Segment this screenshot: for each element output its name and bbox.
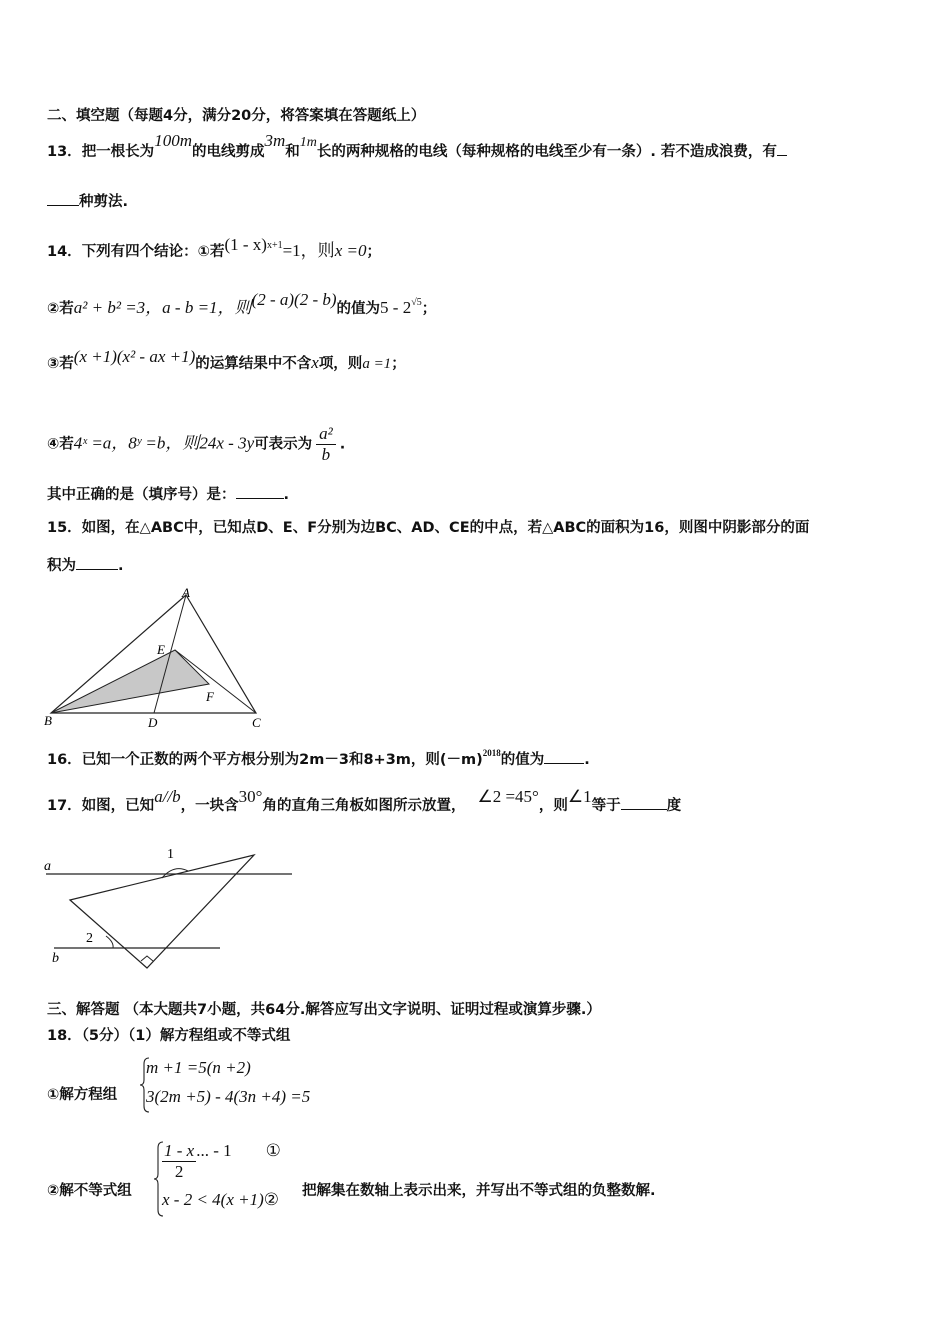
q14-expr: (1 - x) — [224, 235, 267, 254]
label-line-b: b — [52, 951, 59, 966]
q14-fraction-denominator: b — [321, 445, 331, 464]
q18-inequality-2 — [162, 1190, 279, 1210]
q14-punct: ； — [421, 301, 437, 317]
question-18 — [47, 1024, 290, 1045]
q14-item-4: ④若 — [47, 436, 74, 453]
q14-text: 项，则 — [318, 356, 363, 372]
q14-expr: =1，则 — [282, 241, 335, 260]
q14-answer-blank[interactable] — [236, 486, 284, 499]
label-f: F — [206, 689, 214, 704]
q14-expr: x =0 — [334, 241, 367, 260]
q17-expr: ∠1 — [567, 787, 592, 806]
q14-punct: ； — [366, 244, 381, 260]
q15-punct: . — [118, 558, 124, 574]
q16-text: 的值为 — [500, 752, 545, 768]
q14-fraction-numerator: a² — [316, 424, 336, 445]
q13-text-end: 种剪法. — [79, 194, 129, 210]
question-14-line2 — [47, 290, 437, 318]
question-16 — [47, 748, 590, 769]
q18-number: 18． — [47, 1028, 82, 1044]
q13-text: 和 — [285, 144, 300, 160]
q13-text: 长的两种规格的电线（每种规格的电线至少有一条）. 若不造成浪费，有 — [316, 144, 777, 160]
q13-length-3m: 3m — [264, 131, 286, 150]
q13-length-100m: 100m — [154, 131, 192, 150]
q17-text: 度 — [666, 798, 682, 814]
q15-triangle-figure — [40, 583, 280, 733]
q17-text: ，一块含 — [180, 798, 239, 814]
q14-expr: 24x - 3y — [199, 433, 255, 453]
shaded-triangle-bef — [51, 650, 209, 713]
q18-part1-label: ①解方程组 — [47, 1087, 118, 1103]
q16-number: 16． — [47, 752, 82, 768]
q13-number: 13． — [47, 144, 82, 160]
q18-equation-1 — [146, 1058, 251, 1078]
q17-expr: a//b — [154, 787, 181, 806]
q13-length-1m: 1m — [299, 135, 317, 150]
q14-expr: 4ˣ =a，8ʸ =b，则 — [73, 433, 200, 453]
q13-text: 把一根长为 — [81, 144, 155, 160]
label-b: B — [44, 713, 52, 728]
equation-1-text: m +1 =5(n +2) — [146, 1058, 251, 1077]
section-2-heading: 二、填空题（每题4分，满分20分，将答案填在答题纸上） — [47, 108, 426, 124]
question-17 — [47, 787, 682, 815]
q13-answer-blank[interactable] — [777, 143, 787, 156]
q15-text: 积为 — [47, 558, 76, 574]
q17-text: 如图，已知 — [81, 798, 155, 814]
q14-item-2: ②若 — [47, 301, 74, 317]
question-14-line1 — [47, 236, 381, 261]
label-e: E — [157, 642, 165, 657]
q14-text: 可表示为 — [254, 436, 313, 453]
q14-expr: a =1 — [362, 356, 392, 372]
q17-text: 角的直角三角板如图所示放置， — [262, 798, 466, 814]
ineq2-mark: ② — [263, 1190, 280, 1209]
ineq1-mark: ① — [265, 1140, 281, 1160]
q17-expr: ∠2 =45° — [477, 787, 539, 806]
q16-punct: . — [584, 752, 590, 768]
right-angle-mark — [141, 956, 153, 961]
section-3-heading: 三、解答题 （本大题共7小题，共64分.解答应写出文字说明、证明过程或演算步骤.） — [47, 1002, 601, 1018]
q14-text: 的值为 — [336, 301, 381, 317]
q14-text: 的运算结果中不含 — [195, 356, 312, 372]
question-14-line4 — [47, 424, 345, 465]
q14-number: 14． — [47, 244, 82, 260]
q18-inequality-1 — [162, 1141, 281, 1182]
label-d: D — [148, 715, 158, 730]
q14-exponent: √5 — [411, 297, 422, 308]
q17-text: 等于 — [591, 798, 621, 814]
question-13 — [47, 131, 787, 161]
q14-punct: . — [339, 436, 346, 453]
question-15 — [47, 516, 809, 537]
q16-exponent: 2018 — [482, 748, 501, 758]
q16-text: 已知一个正数的两个平方根分别为2m－3和8+3m，则(－m) — [81, 752, 483, 768]
triangle-abc — [51, 595, 256, 713]
q15-text: 如图，在△ABC中，已知点D、E、F分别为边BC、AD、CE的中点，若△ABC的面积为16，则图中阴影部分的面 — [81, 520, 810, 536]
q14-exponent: x+1 — [266, 240, 283, 251]
q17-number: 17． — [47, 798, 82, 814]
ineq2-text: x - 2 < 4(x +1) — [162, 1190, 264, 1209]
label-a: A — [182, 585, 190, 600]
ineq1-denominator: 2 — [174, 1162, 184, 1181]
q15-answer-blank[interactable] — [76, 557, 118, 570]
q13-text: 的电线剪成 — [191, 144, 265, 160]
q14-expr: (x +1)(x² - ax +1) — [73, 347, 196, 366]
question-14-line3 — [47, 347, 406, 373]
label-c: C — [252, 715, 261, 730]
q17-answer-blank[interactable] — [621, 797, 667, 810]
q14-item-3: ③若 — [47, 356, 74, 372]
equation-2-text: 3(2m +5) - 4(3n +4) =5 — [146, 1087, 311, 1106]
label-angle-1: 1 — [167, 847, 174, 862]
q14-expr: x — [311, 353, 319, 372]
ineq1-rest: ... - 1 — [196, 1140, 232, 1160]
q17-text: ，则 — [538, 798, 568, 814]
triangle-ruler — [70, 855, 254, 968]
question-14-ask — [47, 483, 289, 504]
q14-expr: 5 - 2 — [380, 298, 412, 317]
label-line-a: a — [44, 859, 51, 874]
label-angle-2: 2 — [86, 931, 93, 946]
q16-answer-blank[interactable] — [544, 751, 584, 764]
question-13-cont — [47, 190, 128, 211]
q14-expr: (2 - a)(2 - b) — [251, 290, 337, 309]
q18-title: （5分）（1）解方程组或不等式组 — [81, 1028, 291, 1044]
q14-punct: . — [283, 487, 290, 503]
q14-intro: 下列有四个结论：①若 — [81, 244, 225, 260]
q18-equation-2 — [146, 1087, 310, 1107]
q14-ask: 其中正确的是（填序号）是： — [47, 487, 236, 503]
q17-expr: 30° — [238, 787, 263, 806]
q18-part2-label: ②解不等式组 — [47, 1183, 132, 1199]
q14-punct: ； — [391, 356, 406, 372]
q13-answer-blank-cont[interactable] — [47, 193, 79, 206]
question-15-cont — [47, 554, 124, 575]
q18-part2-tail: 把解集在数轴上表示出来，并写出不等式组的负整数解. — [302, 1183, 656, 1199]
q14-expr: a² + b² =3，a - b =1，则 — [73, 298, 252, 317]
q17-parallel-lines-figure — [40, 838, 310, 973]
q15-number: 15． — [47, 520, 82, 536]
ineq1-numerator: 1 - x — [164, 1141, 195, 1160]
